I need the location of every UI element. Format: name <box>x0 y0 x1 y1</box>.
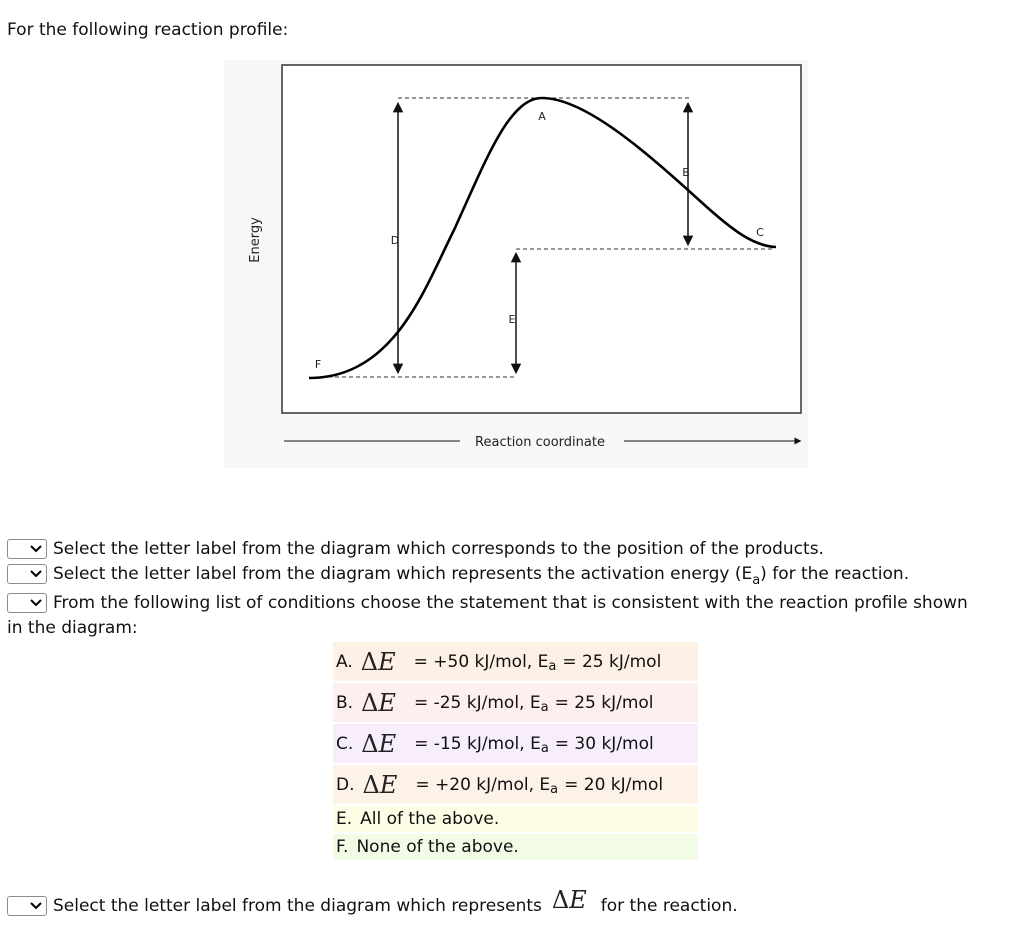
delta-e-select[interactable] <box>7 896 47 916</box>
ea-symbol: E <box>530 733 541 754</box>
delta-symbol: Δ <box>361 688 379 717</box>
delta-e-symbol <box>363 771 398 799</box>
option-e <box>333 806 698 832</box>
ea-symbol: E <box>539 774 551 795</box>
chevron-down-icon <box>30 545 42 553</box>
reaction-coordinate-label: Reaction coordinate <box>475 435 605 450</box>
delta-e-value: = -15 kJ/mol, <box>414 733 531 754</box>
energy-axis-label: Energy <box>248 217 263 263</box>
ea-symbol: E <box>537 651 549 672</box>
e-symbol: E <box>569 886 587 914</box>
ea-value: = 25 kJ/mol <box>562 651 662 672</box>
label-c: C <box>756 226 764 239</box>
ea-value: = 25 kJ/mol <box>554 692 654 713</box>
option-f <box>333 834 698 860</box>
delta-symbol: Δ <box>362 770 380 799</box>
label-d: D <box>390 234 400 247</box>
delta-e-symbol <box>361 730 396 758</box>
ea-symbol: E <box>529 692 541 713</box>
question-1-text: Select the letter label from the diagram which corresponds to the position of the products. <box>53 539 824 559</box>
chevron-down-icon <box>30 902 42 910</box>
question-2-post: ) for the reaction. <box>760 564 910 584</box>
e-symbol: E <box>378 647 396 676</box>
question-3-text-line1: From the following list of conditions choose the statement that is consistent with the reaction profile shown <box>53 593 968 613</box>
reaction-profile-diagram <box>224 60 808 468</box>
label-e: E <box>508 313 516 326</box>
label-a: A <box>538 110 546 123</box>
question-2-sub: a <box>752 573 761 588</box>
delta-e-value: = +50 kJ/mol, <box>413 651 538 672</box>
option-letter: D. <box>336 774 355 795</box>
option-b <box>333 683 698 722</box>
delta-symbol: Δ <box>361 729 379 758</box>
option-c <box>333 724 698 763</box>
option-letter: B. <box>336 692 354 713</box>
reaction-profile-svg <box>224 60 808 468</box>
option-letter: A. <box>336 651 353 672</box>
option-a <box>333 642 698 681</box>
option-letter: E. <box>336 809 353 829</box>
ea-subscript: a <box>540 741 549 756</box>
e-symbol: E <box>379 770 398 799</box>
ea-value: = 30 kJ/mol <box>554 733 654 754</box>
label-b: B <box>682 166 690 179</box>
activation-energy-select[interactable] <box>7 564 47 584</box>
option-text: All of the above. <box>360 809 500 829</box>
ea-subscript: a <box>548 659 557 674</box>
label-f: F <box>314 358 322 371</box>
chevron-down-icon <box>30 570 42 578</box>
option-text: None of the above. <box>356 837 519 857</box>
ea-subscript: a <box>550 782 559 797</box>
question-2-pre: Select the letter label from the diagram which represents the activation energy (E <box>53 564 753 584</box>
question-intro: For the following reaction profile: <box>7 20 289 40</box>
option-letter: C. <box>336 733 354 754</box>
e-symbol: E <box>378 729 397 758</box>
conditions-select[interactable] <box>7 593 47 613</box>
delta-e-symbol <box>361 689 396 717</box>
option-d <box>333 765 698 804</box>
delta-symbol: Δ <box>360 647 379 676</box>
question-2-text <box>53 564 910 588</box>
ea-value: = 20 kJ/mol <box>564 774 664 795</box>
question-4-row <box>7 886 738 920</box>
delta-e-value: = -25 kJ/mol, <box>413 692 530 713</box>
chevron-down-icon <box>30 599 42 607</box>
question-2-row <box>7 564 910 588</box>
question-3-row <box>7 593 968 613</box>
question-4-pre: Select the letter label from the diagram which represents <box>53 896 542 916</box>
option-letter: F. <box>336 837 349 857</box>
delta-e-symbol <box>552 886 587 914</box>
products-select[interactable] <box>7 539 47 559</box>
e-symbol: E <box>378 688 396 717</box>
delta-symbol: Δ <box>551 886 570 914</box>
question-3-text-line2: in the diagram: <box>7 618 138 638</box>
delta-e-value: = +20 kJ/mol, <box>415 774 540 795</box>
ea-subscript: a <box>540 700 549 715</box>
delta-e-symbol <box>361 648 396 676</box>
question-4-post: for the reaction. <box>600 896 738 916</box>
question-1-row <box>7 539 824 559</box>
